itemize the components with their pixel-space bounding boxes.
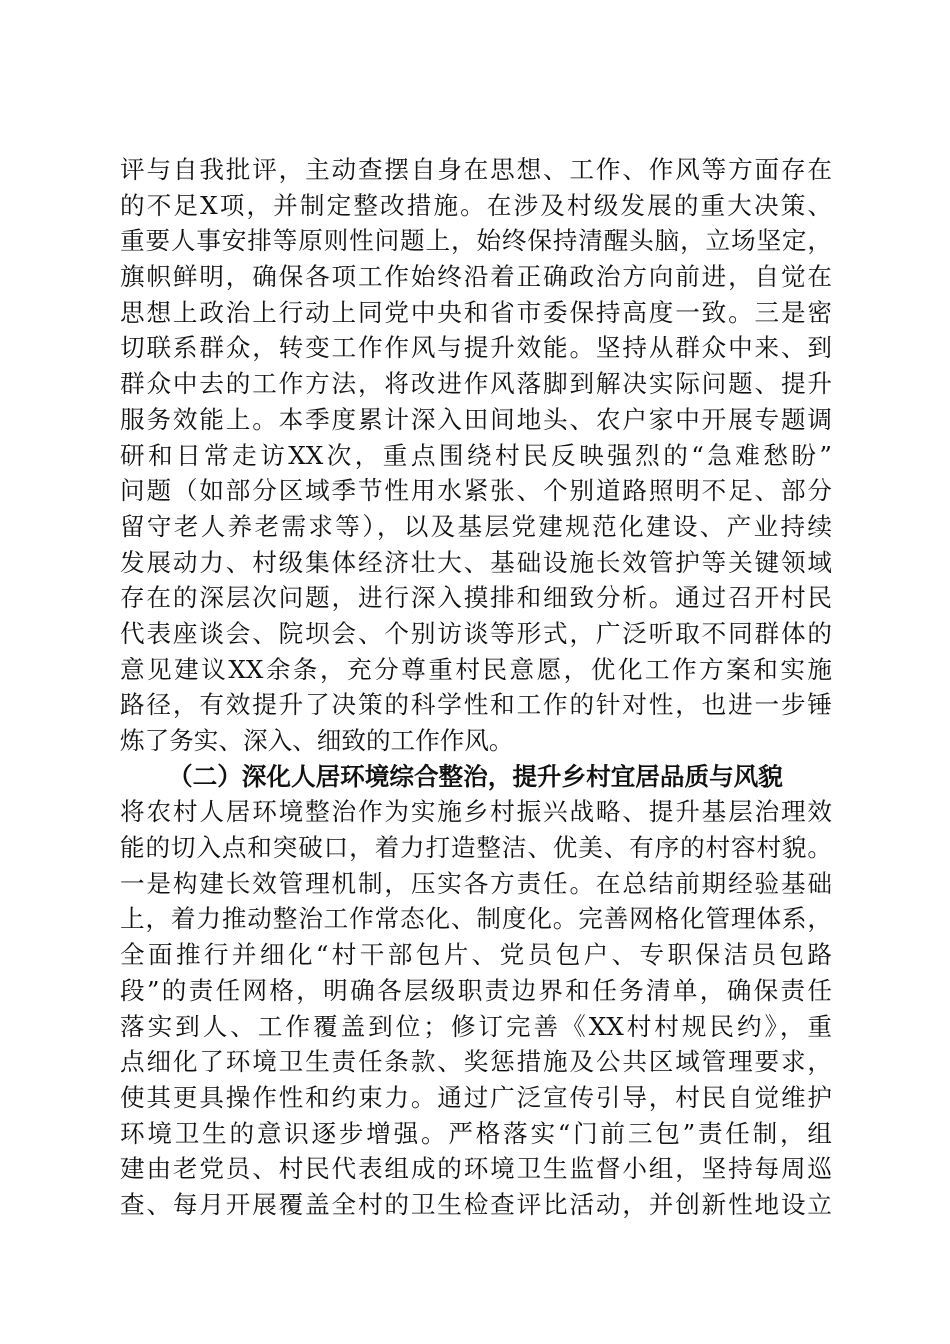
text-line: 思想上政治上行动上同党中央和省市委保持高度一致。三是密 <box>120 297 832 327</box>
text-line: 能的切入点和突破口，着力打造整洁、优美、有序的村容村貌。 <box>120 833 832 863</box>
text-line: 服务效能上。本季度累计深入田间地头、农户家中开展专题调 <box>120 404 832 434</box>
text-line: 点细化了环境卫生责任条款、奖惩措施及公共区域管理要求， <box>120 1047 832 1077</box>
text-line: 查、每月开展覆盖全村的卫生检查评比活动，并创新性地设立 <box>120 1189 832 1219</box>
text-line: 发展动力、村级集体经济壮大、基础设施长效管护等关键领域 <box>120 547 832 577</box>
text-line: 落实到人、工作覆盖到位；修订完善《XX村村规民约》，重 <box>120 1011 832 1041</box>
text-line: 代表座谈会、院坝会、个别访谈等形式，广泛听取不同群体的 <box>120 618 832 648</box>
text-line: 切联系群众，转变工作作风与提升效能。坚持从群众中来、到 <box>120 333 832 363</box>
text-line: 研和日常走访XX次，重点围绕村民反映强烈的“急难愁盼” <box>120 440 832 470</box>
text-line: 留守老人养老需求等），以及基层党建规范化建设、产业持续 <box>120 511 832 541</box>
body-text <box>120 152 832 1223</box>
text-line: 使其更具操作性和约束力。通过广泛宣传引导，村民自觉维护 <box>120 1082 832 1112</box>
text-line: 环境卫生的意识逐步增强。严格落实“门前三包”责任制，组 <box>120 1118 832 1148</box>
text-line: 上，着力推动整治工作常态化、制度化。完善网格化管理体系， <box>120 904 832 934</box>
section-heading: （二）深化人居环境综合整治，提升乡村宜居品质与风貌 <box>168 761 783 791</box>
text-line: 的不足X项，并制定整改措施。在涉及村级发展的重大决策、 <box>120 190 832 220</box>
text-line: 意见建议XX余条，充分尊重村民意愿，优化工作方案和实施 <box>120 654 832 684</box>
text-line: 旗帜鲜明，确保各项工作始终沿着正确政治方向前进，自觉在 <box>120 262 832 292</box>
text-line: 存在的深层次问题，进行深入摸排和细致分析。通过召开村民 <box>120 583 832 613</box>
text-line: 全面推行并细化“村干部包片、党员包户、专职保洁员包路 <box>120 940 832 970</box>
text-line: 炼了务实、深入、细致的工作作风。 <box>120 726 514 755</box>
text-line: 一是构建长效管理机制，压实各方责任。在总结前期经验基础 <box>120 868 832 898</box>
text-line: 群众中去的工作方法，将改进作风落脚到解决实际问题、提升 <box>120 369 832 399</box>
text-line: 将农村人居环境整治作为实施乡村振兴战略、提升基层治理效 <box>120 797 832 827</box>
text-line: 建由老党员、村民代表组成的环境卫生监督小组，坚持每周巡 <box>120 1154 832 1184</box>
text-line: 评与自我批评，主动查摆自身在思想、工作、作风等方面存在 <box>120 155 832 184</box>
text-line: 重要人事安排等原则性问题上，始终保持清醒头脑，立场坚定， <box>120 226 832 256</box>
text-line: 路径，有效提升了决策的科学性和工作的针对性，也进一步锤 <box>120 690 832 720</box>
text-line: 段”的责任网格，明确各层级职责边界和任务清单，确保责任 <box>120 975 832 1005</box>
text-line: 问题（如部分区域季节性用水紧张、个别道路照明不足、部分 <box>120 476 832 506</box>
